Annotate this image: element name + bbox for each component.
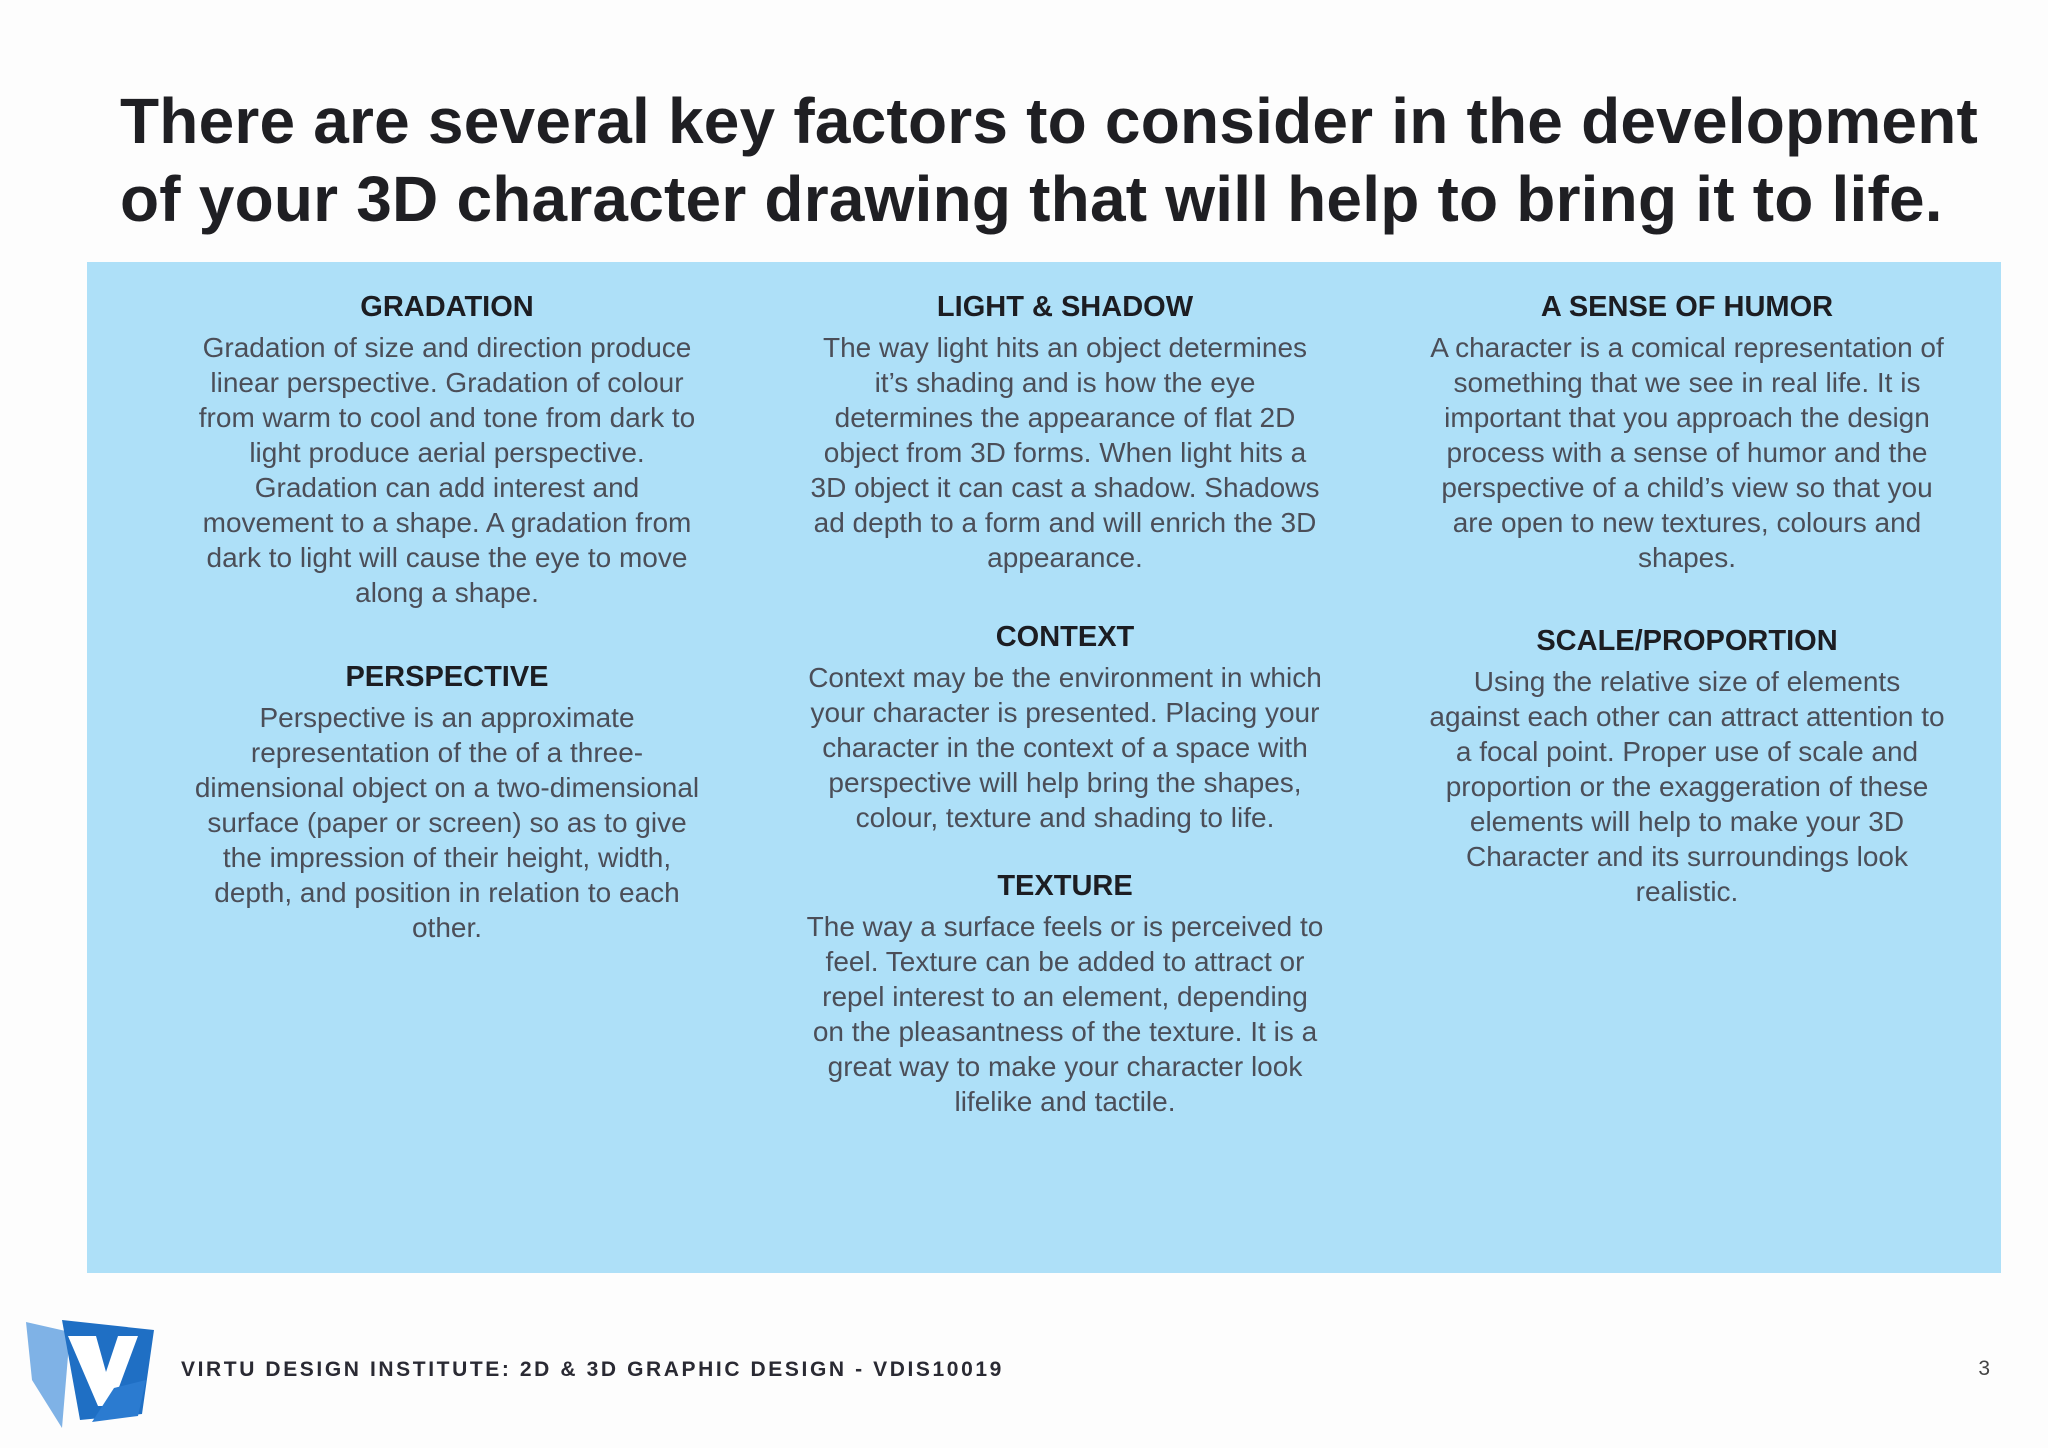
column-left bbox=[187, 288, 707, 945]
section-title: SCALE/PROPORTION bbox=[1536, 625, 1838, 657]
section-body: The way light hits an object determines it’s shading and is how the eye determines the appearance of flat 2D object from 3D forms. When light hits a 3D object it can cast a shadow. Shadows ad depth to a form and will enrich the 3D appearance. bbox=[810, 332, 1320, 573]
section-sense-of-humor bbox=[1427, 288, 1947, 575]
section-texture bbox=[805, 867, 1325, 1119]
section-title: GRADATION bbox=[360, 291, 534, 323]
column-right bbox=[1427, 288, 1947, 909]
section-body: Context may be the environment in which your character is presented. Placing your character in the context of a space with perspective will help bring the shapes, colour, texture and shading to life. bbox=[808, 662, 1322, 833]
course-footer: VIRTU DESIGN INSTITUTE: 2D & 3D GRAPHIC DESIGN - VDIS10019 bbox=[181, 1358, 1004, 1381]
section-body: Perspective is an approximate representation of the of a three-dimensional object on a two-dimensional surface (paper or screen) so as to give the impression of their height, width, depth, and position in relation to each other. bbox=[194, 702, 700, 943]
section-title: TEXTURE bbox=[997, 870, 1133, 902]
section-body: Using the relative size of elements against each other can attract attention to a focal point. Proper use of scale and proportion or the exaggeration of these elements will help to make your 3D Character and its surroundings look realistic. bbox=[1429, 666, 1945, 907]
section-scale-proportion bbox=[1427, 622, 1947, 909]
section-gradation bbox=[187, 288, 707, 610]
section-title: PERSPECTIVE bbox=[345, 661, 549, 693]
section-title: LIGHT & SHADOW bbox=[936, 291, 1194, 323]
content-panel bbox=[87, 262, 2001, 1273]
section-title: CONTEXT bbox=[995, 621, 1135, 653]
section-body: The way a surface feels or is perceived to feel. Texture can be added to attract or repel interest to an element, depending on the pleasantness of the texture. It is a great way to make your character look lifelike and tactile. bbox=[806, 911, 1324, 1117]
page-title: There are several key factors to consider in the development of your 3D character drawing that will help to bring it to life. bbox=[120, 85, 1979, 235]
section-body: A character is a comical representation of something that we see in real life. It is important that you approach the design process with a sense of humor and the perspective of a child’s view so that you are open to new textures, colours and shapes. bbox=[1430, 332, 1944, 573]
section-light-shadow bbox=[805, 288, 1325, 575]
column-middle bbox=[805, 288, 1325, 1119]
section-title: A SENSE OF HUMOR bbox=[1540, 291, 1834, 323]
section-perspective bbox=[187, 658, 707, 945]
section-body: Gradation of size and direction produce linear perspective. Gradation of colour from warm to cool and tone from dark to light produce aerial perspective. Gradation can add interest and movement to a shape. A gradation from dark to light will cause the eye to move along a shape. bbox=[198, 332, 696, 608]
page-number: 3 bbox=[1978, 1357, 1990, 1380]
section-context bbox=[805, 618, 1325, 835]
virtu-logo bbox=[22, 1310, 162, 1430]
